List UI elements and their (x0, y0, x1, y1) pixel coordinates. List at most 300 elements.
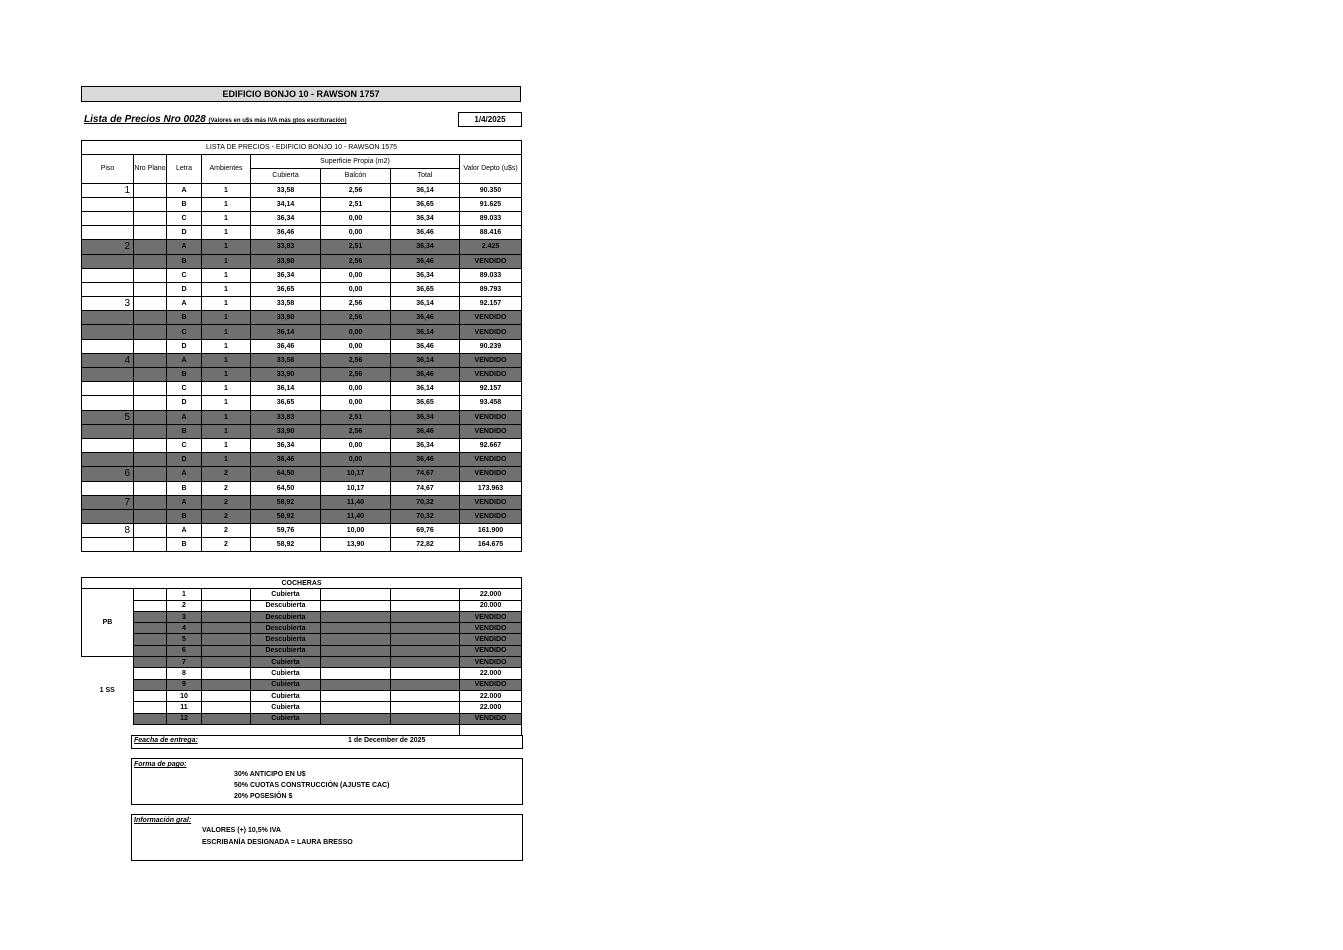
table-row (82, 211, 522, 225)
cell-cubierta: 58,92 (251, 538, 321, 552)
cell-valor: VENDIDO (460, 368, 522, 382)
cell-valor: 92.157 (460, 382, 522, 396)
cell-letra: A (167, 353, 202, 367)
cell-valor: 88.416 (460, 226, 522, 240)
cell-blank (202, 623, 251, 634)
table-row (82, 240, 522, 254)
cell-piso: 2 (82, 240, 134, 254)
cell-nro-plano (134, 297, 167, 311)
cell-valor: 164.675 (460, 538, 522, 552)
cell-letra: D (167, 396, 202, 410)
cell-cubierta: 33,90 (251, 424, 321, 438)
cell-valor: 93.458 (460, 396, 522, 410)
cell-ambientes: 1 (202, 197, 251, 211)
table-row (82, 481, 522, 495)
table-row (82, 509, 522, 523)
cell-nro-plano (134, 282, 167, 296)
cell-blank (321, 702, 391, 713)
cell-blank (134, 690, 167, 701)
cell-nro: 11 (167, 702, 202, 713)
cell-nro-plano (134, 438, 167, 452)
cell-balcon: 0,00 (321, 396, 391, 410)
cell-piso (82, 211, 134, 225)
cell-blank (202, 600, 251, 611)
table-row (82, 197, 522, 211)
cell-cubierta: 59,76 (251, 524, 321, 538)
cell-piso (82, 339, 134, 353)
table-row (82, 353, 522, 367)
cell-letra: C (167, 382, 202, 396)
cell-ambientes: 1 (202, 438, 251, 452)
cell-cubierta: 33,83 (251, 410, 321, 424)
cell-nro-plano (134, 481, 167, 495)
cell-piso: 5 (82, 410, 134, 424)
header-letra: Letra (167, 155, 202, 183)
cell-letra: B (167, 538, 202, 552)
cell-blank (321, 690, 391, 701)
cell-valor: VENDIDO (460, 509, 522, 523)
cell-blank (202, 589, 251, 600)
cell-piso (82, 226, 134, 240)
cell-blank (391, 702, 460, 713)
cell-ambientes: 1 (202, 453, 251, 467)
cell-cubierta: 36,65 (251, 282, 321, 296)
cell-nro-plano (134, 467, 167, 481)
cell-nro-plano (134, 211, 167, 225)
cell-blank (202, 668, 251, 679)
cell-valor: 22.000 (460, 589, 522, 600)
cell-blank (391, 690, 460, 701)
cell-balcon: 0,00 (321, 282, 391, 296)
cell-blank (202, 611, 251, 622)
cell-letra: B (167, 197, 202, 211)
cell-total: 36,14 (391, 297, 460, 311)
payment-box (131, 758, 523, 805)
table-row (82, 702, 522, 713)
cell-blank (134, 634, 167, 645)
table-row (82, 368, 522, 382)
cell-blank (391, 668, 460, 679)
price-list-label (84, 114, 347, 125)
table-row (82, 611, 522, 622)
price-list-number: Lista de Precios Nro 0028 (84, 114, 206, 125)
cell-balcon: 10,00 (321, 524, 391, 538)
cell-balcon: 2,56 (321, 297, 391, 311)
table-row (82, 410, 522, 424)
cell-total: 36,65 (391, 396, 460, 410)
cell-balcon: 0,00 (321, 382, 391, 396)
cell-nro-plano (134, 453, 167, 467)
cell-ambientes: 1 (202, 424, 251, 438)
cell-valor: VENDIDO (460, 623, 522, 634)
cell-total: 70,32 (391, 495, 460, 509)
table-row (82, 325, 522, 339)
cell-total: 36,46 (391, 453, 460, 467)
cell-letra: A (167, 524, 202, 538)
cell-blank (321, 600, 391, 611)
cell-nro-plano (134, 524, 167, 538)
cell-blank (321, 657, 391, 668)
building-title: EDIFICIO BONJO 10 - RAWSON 1757 (81, 86, 521, 102)
cell-ambientes: 1 (202, 396, 251, 410)
list-date: 1/4/2025 (458, 112, 522, 127)
cell-balcon: 0,00 (321, 268, 391, 282)
cocheras-title-row (82, 578, 522, 589)
cell-tipo: Cubierta (251, 668, 321, 679)
cell-balcon: 11,40 (321, 495, 391, 509)
cell-tipo: Cubierta (251, 657, 321, 668)
cell-letra: B (167, 311, 202, 325)
cell-valor: VENDIDO (460, 311, 522, 325)
cell-nro: 4 (167, 623, 202, 634)
cell-nro: 10 (167, 690, 202, 701)
cell-blank (134, 713, 167, 724)
cell-blank (202, 679, 251, 690)
cell-cubierta: 36,46 (251, 226, 321, 240)
cell-ambientes: 2 (202, 495, 251, 509)
cell-piso: 6 (82, 467, 134, 481)
cell-nro-plano (134, 197, 167, 211)
table-row (82, 634, 522, 645)
cell-nro-plano (134, 368, 167, 382)
delivery-date-value: 1 de December de 2025 (348, 737, 426, 744)
payment-line: 50% CUOTAS CONSTRUCCIÓN (AJUSTE CAC) (234, 782, 390, 789)
cell-tipo: Descubierta (251, 645, 321, 656)
cell-tipo: Descubierta (251, 634, 321, 645)
payment-label: Forma de pago: (134, 761, 187, 768)
cell-nro-plano (134, 495, 167, 509)
cell-total: 36,46 (391, 424, 460, 438)
header-piso: Piso (82, 155, 134, 183)
cell-blank (460, 724, 522, 735)
cell-blank (321, 668, 391, 679)
table-row (82, 679, 522, 690)
price-table-title-row (82, 141, 522, 155)
cell-balcon: 13,90 (321, 538, 391, 552)
cell-blank (134, 611, 167, 622)
cell-cubierta: 36,46 (251, 339, 321, 353)
cell-piso (82, 254, 134, 268)
table-row (82, 645, 522, 656)
cell-nro-plano (134, 410, 167, 424)
cell-blank (134, 645, 167, 656)
cell-tipo: Descubierta (251, 611, 321, 622)
cell-balcon: 10,17 (321, 467, 391, 481)
price-table-header-row-1 (82, 155, 522, 169)
cell-piso (82, 382, 134, 396)
cell-cubierta: 36,34 (251, 438, 321, 452)
cell-total: 36,14 (391, 325, 460, 339)
cell-nro: 3 (167, 611, 202, 622)
cell-ambientes: 2 (202, 524, 251, 538)
cell-letra: C (167, 211, 202, 225)
cell-nro-plano (134, 254, 167, 268)
cell-cubierta: 33,83 (251, 240, 321, 254)
cell-total: 74,67 (391, 467, 460, 481)
cell-blank (391, 589, 460, 600)
table-row (82, 623, 522, 634)
cell-total: 36,46 (391, 254, 460, 268)
table-row (82, 382, 522, 396)
cell-total: 36,34 (391, 268, 460, 282)
header-total: Total (391, 169, 460, 183)
cell-valor: 90.239 (460, 339, 522, 353)
cell-valor: VENDIDO (460, 325, 522, 339)
cell-letra: A (167, 495, 202, 509)
cell-ambientes: 1 (202, 325, 251, 339)
cell-total: 74,67 (391, 481, 460, 495)
table-row (82, 254, 522, 268)
cell-blank (202, 713, 251, 724)
cell-balcon: 2,51 (321, 197, 391, 211)
cell-ambientes: 1 (202, 410, 251, 424)
cell-piso (82, 311, 134, 325)
header-cubierta: Cubierta (251, 169, 321, 183)
cell-total: 69,76 (391, 524, 460, 538)
cell-blank (202, 657, 251, 668)
cell-nro-plano (134, 509, 167, 523)
table-row (82, 396, 522, 410)
cell-tipo: Descubierta (251, 600, 321, 611)
cell-letra: B (167, 368, 202, 382)
cell-valor: VENDIDO (460, 254, 522, 268)
cell-valor: VENDIDO (460, 645, 522, 656)
cell-letra: C (167, 438, 202, 452)
cell-tipo: Cubierta (251, 679, 321, 690)
cell-piso (82, 197, 134, 211)
cell-letra: A (167, 183, 202, 197)
cell-total: 36,46 (391, 339, 460, 353)
cell-blank (391, 634, 460, 645)
cell-blank (321, 645, 391, 656)
table-row (82, 311, 522, 325)
cell-blank (321, 634, 391, 645)
cell-letra: C (167, 268, 202, 282)
cell-blank (134, 589, 167, 600)
cell-blank (321, 623, 391, 634)
cell-nro: 7 (167, 657, 202, 668)
cell-letra: A (167, 467, 202, 481)
cell-ambientes: 1 (202, 382, 251, 396)
cell-balcon: 2,56 (321, 254, 391, 268)
info-box (131, 814, 523, 861)
cell-valor: VENDIDO (460, 424, 522, 438)
cell-blank (321, 713, 391, 724)
cell-tipo: Cubierta (251, 589, 321, 600)
price-table-title: LISTA DE PRECIOS - EDIFICIO BONJO 10 - RAWSON 1575 (82, 141, 522, 155)
cell-valor: 92.157 (460, 297, 522, 311)
cell-ambientes: 2 (202, 467, 251, 481)
cell-valor: VENDIDO (460, 657, 522, 668)
cell-piso: 4 (82, 353, 134, 367)
cell-ambientes: 2 (202, 538, 251, 552)
cell-valor: VENDIDO (460, 353, 522, 367)
cell-letra: B (167, 481, 202, 495)
cell-piso (82, 424, 134, 438)
cell-piso: 7 (82, 495, 134, 509)
table-row (82, 668, 522, 679)
cell-cubierta: 33,90 (251, 368, 321, 382)
cell-total: 36,65 (391, 197, 460, 211)
cell-valor: 22.000 (460, 668, 522, 679)
cell-blank (391, 623, 460, 634)
cell-nro-plano (134, 311, 167, 325)
cell-ambientes: 2 (202, 481, 251, 495)
cell-nro: 1 (167, 589, 202, 600)
cell-total: 36,46 (391, 368, 460, 382)
cell-ambientes: 1 (202, 353, 251, 367)
cell-valor: 89.793 (460, 282, 522, 296)
cochera-level: PB (82, 589, 134, 657)
cell-letra: A (167, 240, 202, 254)
cell-balcon: 0,00 (321, 453, 391, 467)
cell-blank (391, 645, 460, 656)
table-row (82, 268, 522, 282)
cell-total: 36,34 (391, 240, 460, 254)
cell-balcon: 2,51 (321, 410, 391, 424)
cell-ambientes: 1 (202, 297, 251, 311)
cell-cubierta: 33,58 (251, 297, 321, 311)
cell-valor: VENDIDO (460, 467, 522, 481)
cell-balcon: 0,00 (321, 339, 391, 353)
cell-nro-plano (134, 226, 167, 240)
cell-letra: A (167, 297, 202, 311)
table-row (82, 538, 522, 552)
cell-nro: 8 (167, 668, 202, 679)
cell-blank (134, 600, 167, 611)
cell-cubierta: 34,14 (251, 197, 321, 211)
cell-cubierta: 64,50 (251, 467, 321, 481)
table-row (82, 297, 522, 311)
cell-tipo: Cubierta (251, 713, 321, 724)
cell-piso (82, 453, 134, 467)
cell-blank (391, 600, 460, 611)
cell-blank (134, 623, 167, 634)
cell-nro-plano (134, 268, 167, 282)
cell-blank (321, 679, 391, 690)
table-row (82, 657, 522, 668)
cell-total: 36,14 (391, 382, 460, 396)
cell-ambientes: 1 (202, 311, 251, 325)
cell-piso (82, 268, 134, 282)
cell-letra: D (167, 282, 202, 296)
cell-letra: B (167, 509, 202, 523)
cell-piso (82, 325, 134, 339)
info-line: ESCRIBANÍA DESIGNADA = LAURA BRESSO (202, 839, 353, 846)
cell-balcon: 0,00 (321, 438, 391, 452)
cell-cubierta: 33,90 (251, 254, 321, 268)
cell-balcon: 2,56 (321, 311, 391, 325)
cell-nro: 5 (167, 634, 202, 645)
cell-balcon: 2,56 (321, 353, 391, 367)
cell-piso (82, 538, 134, 552)
cell-nro: 9 (167, 679, 202, 690)
cell-blank (391, 611, 460, 622)
cell-piso: 3 (82, 297, 134, 311)
cell-nro-plano (134, 396, 167, 410)
cell-valor: 161.900 (460, 524, 522, 538)
cell-balcon: 2,56 (321, 183, 391, 197)
cell-total: 72,82 (391, 538, 460, 552)
cell-cubierta: 33,58 (251, 353, 321, 367)
cell-piso (82, 282, 134, 296)
cell-valor: VENDIDO (460, 713, 522, 724)
cell-ambientes: 2 (202, 509, 251, 523)
table-row (82, 183, 522, 197)
cell-valor: VENDIDO (460, 634, 522, 645)
price-list-note: (Valores en u$s más IVA más gtos escrituración) (208, 118, 347, 124)
cell-valor: 2.425 (460, 240, 522, 254)
cell-piso: 1 (82, 183, 134, 197)
cell-blank (134, 702, 167, 713)
cell-cubierta: 58,92 (251, 509, 321, 523)
cell-nro-plano (134, 339, 167, 353)
table-row (82, 589, 522, 600)
cell-balcon: 0,00 (321, 211, 391, 225)
cell-ambientes: 1 (202, 254, 251, 268)
header-ambientes: Ambientes (202, 155, 251, 183)
info-line: VALORES (+) 10,5% IVA (202, 827, 281, 834)
cell-cubierta: 58,92 (251, 495, 321, 509)
cell-blank (202, 634, 251, 645)
cell-tipo: Cubierta (251, 702, 321, 713)
cell-valor: 91.625 (460, 197, 522, 211)
cell-valor: 22.000 (460, 690, 522, 701)
header-valor: Valor Depto (u$s) (460, 155, 522, 183)
table-row (82, 713, 522, 724)
cell-balcon: 2,56 (321, 424, 391, 438)
cell-balcon: 0,00 (321, 325, 391, 339)
empty-row (82, 724, 522, 735)
cell-blank (134, 657, 167, 668)
cell-total: 36,14 (391, 183, 460, 197)
header-balcon: Balcón (321, 169, 391, 183)
cell-cubierta: 64,50 (251, 481, 321, 495)
cell-ambientes: 1 (202, 368, 251, 382)
cell-total: 36,34 (391, 211, 460, 225)
cell-letra: D (167, 226, 202, 240)
cell-balcon: 2,51 (321, 240, 391, 254)
cell-piso (82, 396, 134, 410)
cell-tipo: Descubierta (251, 623, 321, 634)
table-row (82, 226, 522, 240)
price-table (81, 140, 522, 552)
cell-blank (202, 702, 251, 713)
cell-blank (391, 657, 460, 668)
cell-total: 36,46 (391, 226, 460, 240)
header-nro-plano: Nro Plano (134, 155, 167, 183)
table-row (82, 690, 522, 701)
cell-nro: 2 (167, 600, 202, 611)
cell-letra: B (167, 254, 202, 268)
table-row (82, 495, 522, 509)
cell-ambientes: 1 (202, 268, 251, 282)
cell-nro-plano (134, 382, 167, 396)
cell-cubierta: 36,65 (251, 396, 321, 410)
cell-nro-plano (134, 538, 167, 552)
cell-letra: A (167, 410, 202, 424)
cell-letra: D (167, 339, 202, 353)
table-row (82, 467, 522, 481)
cell-valor: 92.667 (460, 438, 522, 452)
cell-letra: D (167, 453, 202, 467)
header-superficie: Superficie Propia (m2) (251, 155, 460, 169)
cell-cubierta: 36,14 (251, 382, 321, 396)
cell-blank (134, 668, 167, 679)
cell-letra: C (167, 325, 202, 339)
cell-cubierta: 36,46 (251, 453, 321, 467)
cell-ambientes: 1 (202, 183, 251, 197)
